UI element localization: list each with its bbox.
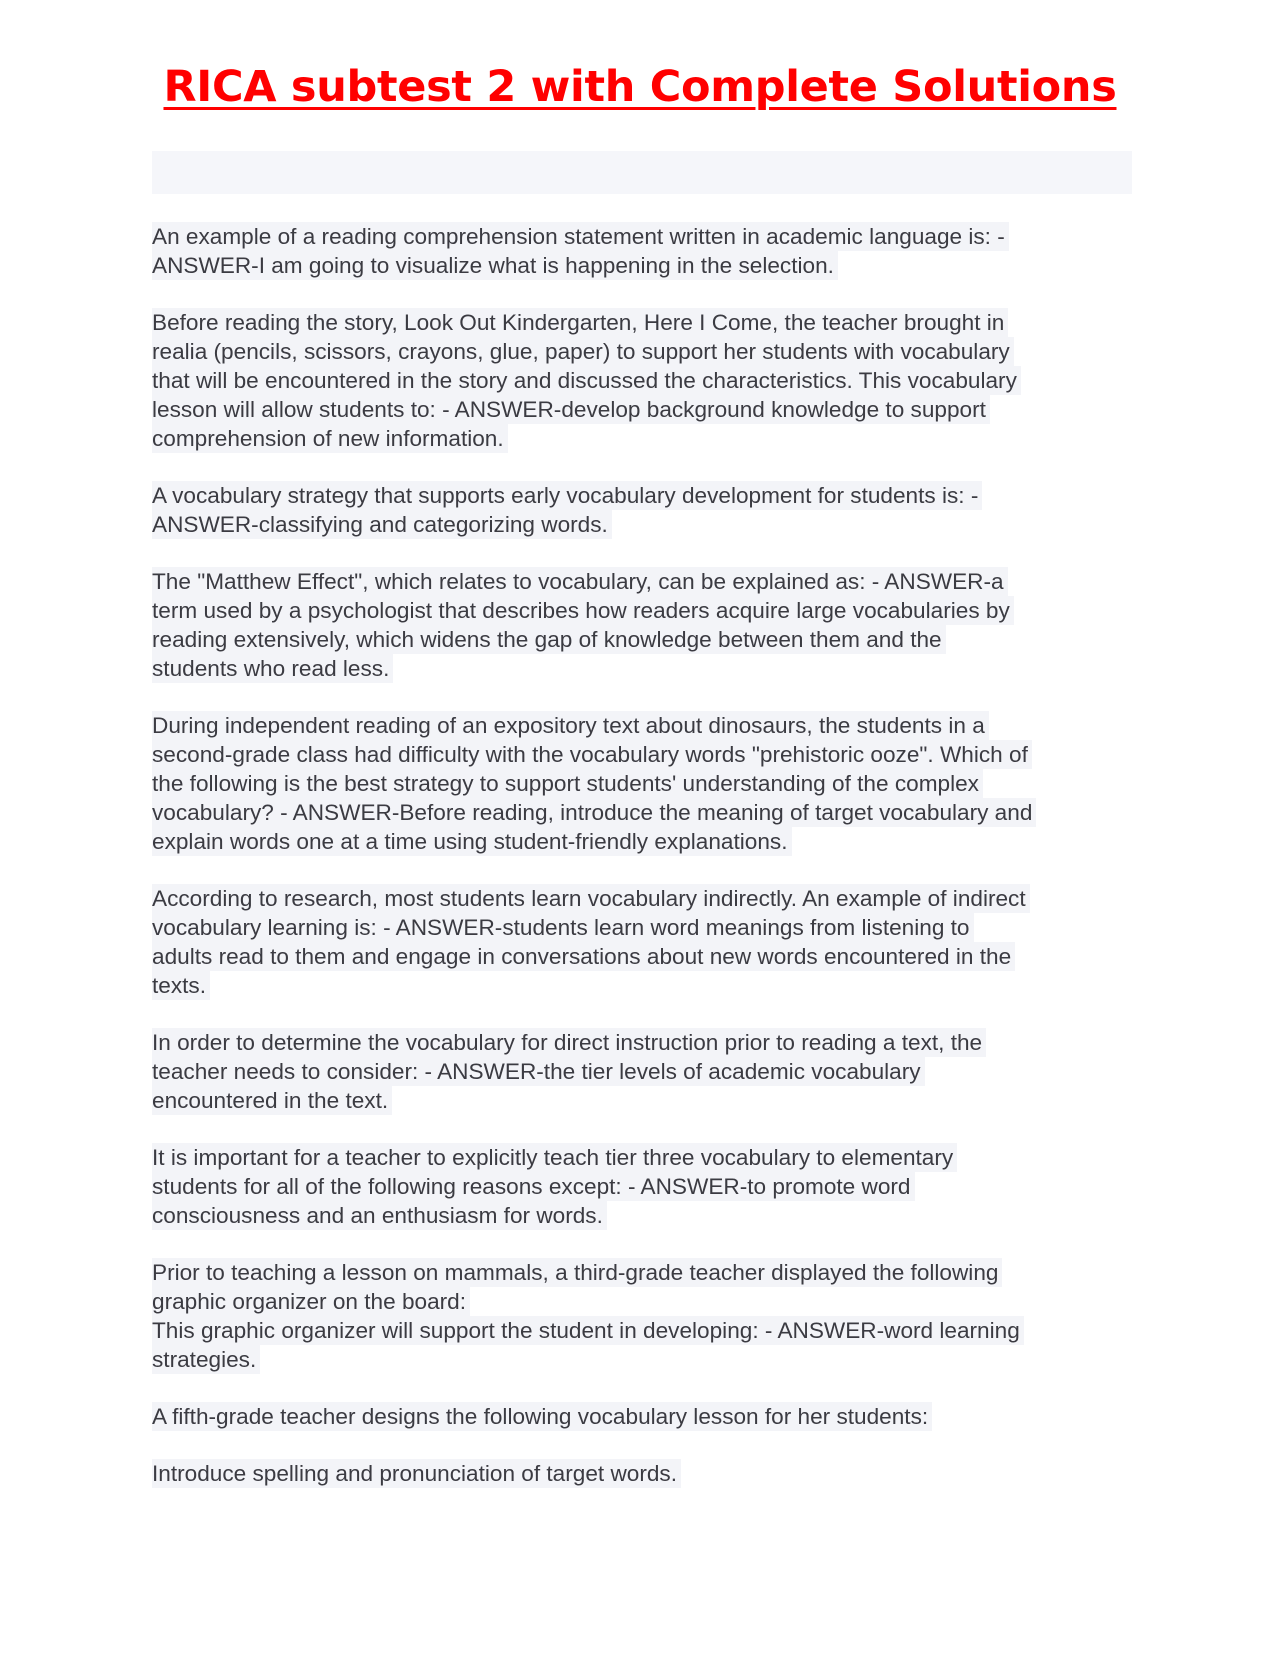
text-line: encountered in the text. (152, 1086, 392, 1115)
text-line: graphic organizer on the board: (152, 1287, 470, 1316)
text-line: During independent reading of an expository text about dinosaurs, the students in a (152, 711, 989, 740)
text-line: teacher needs to consider: - ANSWER-the tier levels of academic vocabulary (152, 1057, 925, 1086)
qa-paragraph (152, 1028, 1142, 1115)
qa-paragraph (152, 481, 1142, 539)
shaded-header-band (152, 151, 1132, 194)
text-line: Introduce spelling and pronunciation of target words. (152, 1459, 681, 1488)
qa-paragraph (152, 1402, 1142, 1431)
text-line: An example of a reading comprehension statement written in academic language is: - (152, 222, 1009, 251)
text-line: the following is the best strategy to support students' understanding of the complex (152, 769, 983, 798)
text-line: realia (pencils, scissors, crayons, glue, paper) to support her students with vocabulary (152, 337, 1014, 366)
text-line: The "Matthew Effect", which relates to vocabulary, can be explained as: - ANSWER-a (152, 567, 1008, 596)
text-line: vocabulary? - ANSWER-Before reading, introduce the meaning of target vocabulary and (152, 798, 1036, 827)
text-line: strategies. (152, 1345, 260, 1374)
text-line: Prior to teaching a lesson on mammals, a third-grade teacher displayed the following (152, 1258, 1002, 1287)
text-line: vocabulary learning is: - ANSWER-students learn word meanings from listening to (152, 913, 974, 942)
text-line: ANSWER-I am going to visualize what is happening in the selection. (152, 251, 838, 280)
text-line: Before reading the story, Look Out Kindergarten, Here I Come, the teacher brought in (152, 308, 1008, 337)
text-line: In order to determine the vocabulary for direct instruction prior to reading a text, the (152, 1028, 986, 1057)
text-line: students for all of the following reasons except: - ANSWER-to promote word (152, 1172, 915, 1201)
qa-paragraph (152, 884, 1142, 1000)
text-line: A vocabulary strategy that supports early vocabulary development for students is: - (152, 481, 982, 510)
text-line: term used by a psychologist that describes how readers acquire large vocabularies by (152, 596, 1014, 625)
text-line: that will be encountered in the story and discussed the characteristics. This vocabulary (152, 366, 1021, 395)
qa-paragraph (152, 308, 1142, 453)
text-line: comprehension of new information. (152, 424, 508, 453)
qa-paragraph (152, 1258, 1142, 1374)
text-line: According to research, most students learn vocabulary indirectly. An example of indirect (152, 884, 1030, 913)
qa-paragraph (152, 222, 1142, 280)
text-line: It is important for a teacher to explicitly teach tier three vocabulary to elementary (152, 1143, 957, 1172)
text-line: ANSWER-classifying and categorizing words. (152, 510, 612, 539)
text-line: This graphic organizer will support the student in developing: - ANSWER-word learning (152, 1316, 1024, 1345)
qa-paragraph (152, 567, 1142, 683)
qa-paragraph (152, 711, 1142, 856)
document-body (152, 222, 1142, 1516)
text-line: A fifth-grade teacher designs the following vocabulary lesson for her students: (152, 1402, 932, 1431)
text-line: reading extensively, which widens the gap of knowledge between them and the (152, 625, 946, 654)
text-line: lesson will allow students to: - ANSWER-develop background knowledge to support (152, 395, 990, 424)
qa-paragraph (152, 1143, 1142, 1230)
text-line: second-grade class had difficulty with the vocabulary words "prehistoric ooze". Which of (152, 740, 1032, 769)
qa-paragraph (152, 1459, 1142, 1488)
text-line: students who read less. (152, 654, 393, 683)
text-line: adults read to them and engage in conversations about new words encountered in the (152, 942, 1015, 971)
text-line: explain words one at a time using student-friendly explanations. (152, 827, 792, 856)
document-title: RICA subtest 2 with Complete Solutions (163, 62, 1117, 112)
text-line: texts. (152, 971, 210, 1000)
text-line: consciousness and an enthusiasm for words. (152, 1201, 607, 1230)
